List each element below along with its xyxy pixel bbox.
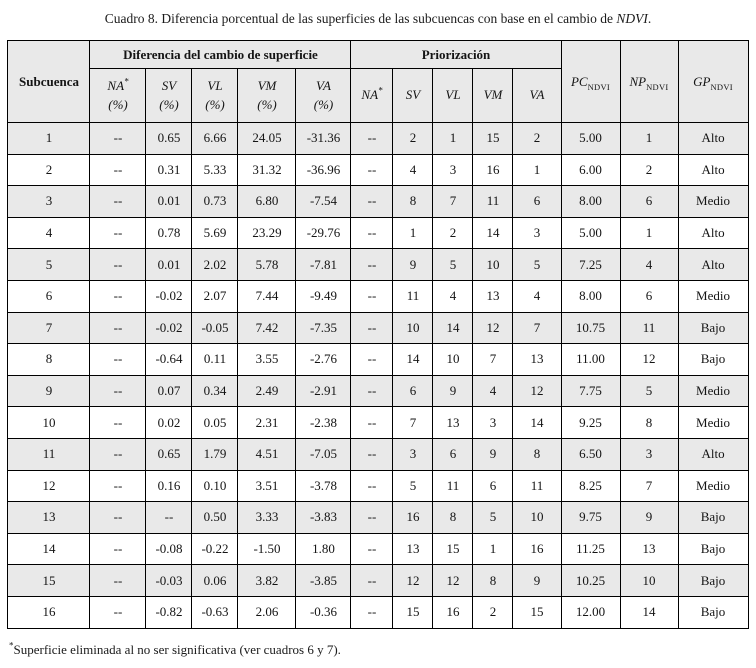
table-cell: -0.64 bbox=[146, 344, 192, 376]
table-cell: 15 bbox=[393, 596, 433, 628]
subcuenca-cell: 15 bbox=[8, 565, 90, 597]
table-cell: 3 bbox=[473, 407, 513, 439]
table-cell: 6 bbox=[433, 438, 473, 470]
table-cell: -- bbox=[351, 407, 393, 439]
table-cell: 7.25 bbox=[561, 249, 620, 281]
table-cell: 1.80 bbox=[296, 533, 351, 565]
subcuenca-cell: 11 bbox=[8, 438, 90, 470]
table-row bbox=[8, 596, 748, 628]
table-cell: 2 bbox=[393, 123, 433, 155]
table-cell: 15 bbox=[433, 533, 473, 565]
table-row bbox=[8, 186, 748, 218]
table-cell: -0.08 bbox=[146, 533, 192, 565]
table-cell: 7 bbox=[433, 186, 473, 218]
table-cell: 16 bbox=[473, 154, 513, 186]
table-cell: 6.00 bbox=[561, 154, 620, 186]
column-header-prior-sv: SV bbox=[393, 69, 433, 123]
table-cell: 9.75 bbox=[561, 502, 620, 534]
table-cell: Medio bbox=[678, 375, 748, 407]
table-cell: 7.75 bbox=[561, 375, 620, 407]
table-caption bbox=[6, 11, 750, 27]
table-cell: -0.02 bbox=[146, 312, 192, 344]
table-cell: 24.05 bbox=[238, 123, 296, 155]
table-cell: 2.02 bbox=[192, 249, 238, 281]
table-cell: 11 bbox=[513, 470, 561, 502]
table-cell: 0.31 bbox=[146, 154, 192, 186]
table-cell: Bajo bbox=[678, 533, 748, 565]
table-cell: Bajo bbox=[678, 596, 748, 628]
table-cell: -- bbox=[90, 565, 146, 597]
table-cell: 11 bbox=[473, 186, 513, 218]
column-header-na-pct: NA* (%) bbox=[90, 69, 146, 123]
column-header-prior-vm: VM bbox=[473, 69, 513, 123]
table-cell: -- bbox=[351, 154, 393, 186]
table-cell: Medio bbox=[678, 407, 748, 439]
subcuenca-cell: 1 bbox=[8, 123, 90, 155]
table-cell: -0.36 bbox=[296, 596, 351, 628]
table-cell: Medio bbox=[678, 186, 748, 218]
table-cell: Medio bbox=[678, 280, 748, 312]
subcuenca-cell: 10 bbox=[8, 407, 90, 439]
table-cell: 10 bbox=[473, 249, 513, 281]
table-cell: 8.25 bbox=[561, 470, 620, 502]
table-cell: 8 bbox=[393, 186, 433, 218]
table-cell: 1 bbox=[393, 217, 433, 249]
table-cell: 12 bbox=[393, 565, 433, 597]
table-cell: 10 bbox=[620, 565, 678, 597]
table-cell: 0.50 bbox=[192, 502, 238, 534]
table-cell: -- bbox=[351, 502, 393, 534]
table-cell: 15 bbox=[513, 596, 561, 628]
table-cell: 12 bbox=[513, 375, 561, 407]
table-cell: 4 bbox=[620, 249, 678, 281]
table-cell: -- bbox=[351, 470, 393, 502]
table-cell: -- bbox=[351, 280, 393, 312]
table-cell: -31.36 bbox=[296, 123, 351, 155]
table-cell: 14 bbox=[393, 344, 433, 376]
table-cell: -- bbox=[90, 596, 146, 628]
table-cell: 7 bbox=[393, 407, 433, 439]
table-cell: -- bbox=[90, 470, 146, 502]
table-cell: 13 bbox=[620, 533, 678, 565]
table-cell: 3 bbox=[433, 154, 473, 186]
table-cell: 4.51 bbox=[238, 438, 296, 470]
table-cell: -7.54 bbox=[296, 186, 351, 218]
table-cell: 23.29 bbox=[238, 217, 296, 249]
footnote-asterisk: * bbox=[9, 640, 14, 651]
column-header-pc-ndvi: $PC_{NDVI}$ bbox=[561, 41, 620, 123]
table-cell: -- bbox=[351, 596, 393, 628]
table-cell: -- bbox=[90, 280, 146, 312]
table-cell: 14 bbox=[513, 407, 561, 439]
table-cell: 6 bbox=[393, 375, 433, 407]
table-cell: -36.96 bbox=[296, 154, 351, 186]
table-cell: -- bbox=[90, 407, 146, 439]
table-cell: 0.02 bbox=[146, 407, 192, 439]
table-cell: 9 bbox=[513, 565, 561, 597]
subcuenca-cell: 3 bbox=[8, 186, 90, 218]
table-cell: -0.63 bbox=[192, 596, 238, 628]
table-cell: 1 bbox=[620, 123, 678, 155]
table-cell: -0.03 bbox=[146, 565, 192, 597]
table-cell: -- bbox=[90, 375, 146, 407]
table-cell: 2 bbox=[620, 154, 678, 186]
table-cell: 8 bbox=[513, 438, 561, 470]
table-cell: 31.32 bbox=[238, 154, 296, 186]
table-cell: -- bbox=[90, 154, 146, 186]
table-cell: 3.55 bbox=[238, 344, 296, 376]
table-cell: 12 bbox=[473, 312, 513, 344]
table-cell: 11.25 bbox=[561, 533, 620, 565]
table-cell: 1 bbox=[620, 217, 678, 249]
table-cell: 5.69 bbox=[192, 217, 238, 249]
table-cell: Bajo bbox=[678, 344, 748, 376]
table-cell: 11 bbox=[433, 470, 473, 502]
table-cell: 15 bbox=[473, 123, 513, 155]
table-cell: -- bbox=[90, 217, 146, 249]
table-cell: Bajo bbox=[678, 502, 748, 534]
table-row bbox=[8, 470, 748, 502]
table-cell: 6 bbox=[620, 186, 678, 218]
table-cell: 0.34 bbox=[192, 375, 238, 407]
table-cell: -0.82 bbox=[146, 596, 192, 628]
table-cell: 3.51 bbox=[238, 470, 296, 502]
table-cell: Alto bbox=[678, 438, 748, 470]
table-cell: -0.22 bbox=[192, 533, 238, 565]
table-cell: 3 bbox=[620, 438, 678, 470]
column-header-prior-na: NA* bbox=[351, 69, 393, 123]
table-cell: Alto bbox=[678, 249, 748, 281]
table-cell: -- bbox=[351, 565, 393, 597]
column-header-prior-va: VA bbox=[513, 69, 561, 123]
table-cell: 0.10 bbox=[192, 470, 238, 502]
table-cell: 9 bbox=[473, 438, 513, 470]
subcuenca-cell: 2 bbox=[8, 154, 90, 186]
table-cell: 0.65 bbox=[146, 123, 192, 155]
table-cell: Alto bbox=[678, 217, 748, 249]
table-cell: -- bbox=[90, 344, 146, 376]
table-cell: 2 bbox=[513, 123, 561, 155]
table-row bbox=[8, 123, 748, 155]
table-cell: -- bbox=[351, 186, 393, 218]
table-cell: -29.76 bbox=[296, 217, 351, 249]
table-cell: 9 bbox=[620, 502, 678, 534]
table-cell: 11 bbox=[620, 312, 678, 344]
subcuenca-cell: 9 bbox=[8, 375, 90, 407]
table-cell: 4 bbox=[473, 375, 513, 407]
table-cell: 16 bbox=[513, 533, 561, 565]
caption-italic-term: NDVI bbox=[616, 11, 648, 26]
table-row bbox=[8, 407, 748, 439]
table-cell: 8 bbox=[620, 407, 678, 439]
group-header-priorizacion: Priorización bbox=[351, 41, 561, 69]
table-cell: 5.78 bbox=[238, 249, 296, 281]
table-body bbox=[8, 123, 748, 629]
table-cell: -2.38 bbox=[296, 407, 351, 439]
table-cell: 5.00 bbox=[561, 123, 620, 155]
table-cell: 0.05 bbox=[192, 407, 238, 439]
table-cell: 0.06 bbox=[192, 565, 238, 597]
table-cell: 5.33 bbox=[192, 154, 238, 186]
table-cell: 1 bbox=[433, 123, 473, 155]
table-cell: 2.07 bbox=[192, 280, 238, 312]
table-cell: 5 bbox=[620, 375, 678, 407]
table-cell: -3.85 bbox=[296, 565, 351, 597]
table-cell: 0.65 bbox=[146, 438, 192, 470]
table-row bbox=[8, 533, 748, 565]
table-cell: 6 bbox=[473, 470, 513, 502]
table-cell: -2.91 bbox=[296, 375, 351, 407]
table-cell: 12 bbox=[433, 565, 473, 597]
table-cell: 1 bbox=[513, 154, 561, 186]
table-cell: -7.81 bbox=[296, 249, 351, 281]
table-cell: 13 bbox=[393, 533, 433, 565]
table-cell: -- bbox=[351, 375, 393, 407]
table-cell: 7.42 bbox=[238, 312, 296, 344]
table-cell: 4 bbox=[393, 154, 433, 186]
subcuenca-cell: 16 bbox=[8, 596, 90, 628]
column-header-sv-pct: SV (%) bbox=[146, 69, 192, 123]
table-cell: 13 bbox=[473, 280, 513, 312]
table-cell: -7.05 bbox=[296, 438, 351, 470]
table-cell: 3 bbox=[513, 217, 561, 249]
table-footnote bbox=[9, 642, 756, 658]
column-header-prior-vl: VL bbox=[433, 69, 473, 123]
table-cell: 0.07 bbox=[146, 375, 192, 407]
table-cell: 8 bbox=[433, 502, 473, 534]
table-cell: -- bbox=[90, 438, 146, 470]
table-row bbox=[8, 375, 748, 407]
table-cell: 13 bbox=[433, 407, 473, 439]
table-cell: 5 bbox=[473, 502, 513, 534]
table-cell: -2.76 bbox=[296, 344, 351, 376]
table-row bbox=[8, 344, 748, 376]
table-cell: -- bbox=[90, 249, 146, 281]
caption-end: . bbox=[647, 11, 652, 26]
header-row-groups bbox=[8, 41, 748, 69]
subcuenca-cell: 12 bbox=[8, 470, 90, 502]
table-cell: -0.05 bbox=[192, 312, 238, 344]
table-cell: -- bbox=[90, 312, 146, 344]
table-cell: 0.11 bbox=[192, 344, 238, 376]
table-cell: -0.02 bbox=[146, 280, 192, 312]
table-cell: 3 bbox=[393, 438, 433, 470]
table-cell: 10 bbox=[393, 312, 433, 344]
table-cell: -- bbox=[146, 502, 192, 534]
table-cell: 2 bbox=[473, 596, 513, 628]
table-cell: 0.73 bbox=[192, 186, 238, 218]
column-header-va-pct: VA (%) bbox=[296, 69, 351, 123]
table-row bbox=[8, 280, 748, 312]
table-cell: -- bbox=[90, 533, 146, 565]
table-cell: 10.25 bbox=[561, 565, 620, 597]
table-cell: 10.75 bbox=[561, 312, 620, 344]
table-cell: Bajo bbox=[678, 312, 748, 344]
table-cell: -- bbox=[90, 502, 146, 534]
table-cell: -3.78 bbox=[296, 470, 351, 502]
table-cell: -3.83 bbox=[296, 502, 351, 534]
table-cell: -- bbox=[351, 344, 393, 376]
table-cell: Alto bbox=[678, 154, 748, 186]
table-cell: 14 bbox=[473, 217, 513, 249]
subcuenca-cell: 5 bbox=[8, 249, 90, 281]
table-row bbox=[8, 312, 748, 344]
table-cell: 6 bbox=[620, 280, 678, 312]
caption-main: Cuadro 8. Diferencia porcentual de las superficies de las subcuencas con base en el cambio de bbox=[104, 11, 617, 26]
table-row bbox=[8, 565, 748, 597]
table-cell: 9 bbox=[393, 249, 433, 281]
column-header-np-ndvi: $NP_{NDVI}$ bbox=[620, 41, 678, 123]
table-cell: 6.80 bbox=[238, 186, 296, 218]
column-header-gp-ndvi: $GP_{NDVI}$ bbox=[678, 41, 748, 123]
table-cell: -- bbox=[351, 438, 393, 470]
table-cell: 2.49 bbox=[238, 375, 296, 407]
subcuenca-cell: 8 bbox=[8, 344, 90, 376]
column-header-vm-pct: VM (%) bbox=[238, 69, 296, 123]
table-cell: -7.35 bbox=[296, 312, 351, 344]
table-cell: 12.00 bbox=[561, 596, 620, 628]
footnote-text: Superficie eliminada al no ser significativa (ver cuadros 6 y 7). bbox=[13, 641, 341, 657]
table-cell: 9.25 bbox=[561, 407, 620, 439]
subcuenca-cell: 13 bbox=[8, 502, 90, 534]
column-header-vl-pct: VL (%) bbox=[192, 69, 238, 123]
table-cell: -- bbox=[90, 186, 146, 218]
table-row bbox=[8, 438, 748, 470]
table-cell: Bajo bbox=[678, 565, 748, 597]
table-cell: 14 bbox=[620, 596, 678, 628]
table-row bbox=[8, 154, 748, 186]
table-cell: 2.06 bbox=[238, 596, 296, 628]
table-cell: 1 bbox=[473, 533, 513, 565]
column-header-subcuenca: Subcuenca bbox=[8, 41, 90, 123]
table-cell: 16 bbox=[393, 502, 433, 534]
table-cell: 0.78 bbox=[146, 217, 192, 249]
table-cell: 0.01 bbox=[146, 186, 192, 218]
table-cell: 5 bbox=[393, 470, 433, 502]
table-cell: 11.00 bbox=[561, 344, 620, 376]
table-cell: 4 bbox=[513, 280, 561, 312]
table-cell: 0.16 bbox=[146, 470, 192, 502]
table-cell: 12 bbox=[620, 344, 678, 376]
table-cell: 16 bbox=[433, 596, 473, 628]
table-cell: -- bbox=[351, 123, 393, 155]
table-row bbox=[8, 249, 748, 281]
table-cell: 7 bbox=[473, 344, 513, 376]
table-cell: 14 bbox=[433, 312, 473, 344]
group-header-diferencia: Diferencia del cambio de superficie bbox=[90, 41, 351, 69]
table-cell: 0.01 bbox=[146, 249, 192, 281]
subcuenca-cell: 14 bbox=[8, 533, 90, 565]
subcuencas-table bbox=[7, 40, 748, 629]
table-cell: 5 bbox=[433, 249, 473, 281]
table-cell: 5 bbox=[513, 249, 561, 281]
table-cell: Alto bbox=[678, 123, 748, 155]
table-cell: 6 bbox=[513, 186, 561, 218]
table-cell: 6.66 bbox=[192, 123, 238, 155]
table-cell: 2.31 bbox=[238, 407, 296, 439]
table-cell: -- bbox=[351, 533, 393, 565]
table-cell: 4 bbox=[433, 280, 473, 312]
table-cell: 13 bbox=[513, 344, 561, 376]
table-cell: 7 bbox=[620, 470, 678, 502]
table-header bbox=[8, 41, 748, 123]
table-cell: 10 bbox=[433, 344, 473, 376]
table-cell: -- bbox=[351, 249, 393, 281]
table-cell: 9 bbox=[433, 375, 473, 407]
subcuenca-cell: 4 bbox=[8, 217, 90, 249]
table-cell: 8.00 bbox=[561, 280, 620, 312]
table-cell: 10 bbox=[513, 502, 561, 534]
table-cell: 7.44 bbox=[238, 280, 296, 312]
table-cell: Medio bbox=[678, 470, 748, 502]
table-cell: -- bbox=[351, 312, 393, 344]
table-row bbox=[8, 502, 748, 534]
table-cell: 3.82 bbox=[238, 565, 296, 597]
table-cell: 8 bbox=[473, 565, 513, 597]
table-cell: -- bbox=[351, 217, 393, 249]
table-cell: -- bbox=[90, 123, 146, 155]
table-cell: 1.79 bbox=[192, 438, 238, 470]
table-row bbox=[8, 217, 748, 249]
table-cell: 5.00 bbox=[561, 217, 620, 249]
table-cell: 6.50 bbox=[561, 438, 620, 470]
table-cell: 7 bbox=[513, 312, 561, 344]
table-cell: 11 bbox=[393, 280, 433, 312]
table-cell: -9.49 bbox=[296, 280, 351, 312]
table-cell: 8.00 bbox=[561, 186, 620, 218]
subcuenca-cell: 7 bbox=[8, 312, 90, 344]
table-cell: -1.50 bbox=[238, 533, 296, 565]
table-cell: 2 bbox=[433, 217, 473, 249]
subcuenca-cell: 6 bbox=[8, 280, 90, 312]
table-cell: 3.33 bbox=[238, 502, 296, 534]
